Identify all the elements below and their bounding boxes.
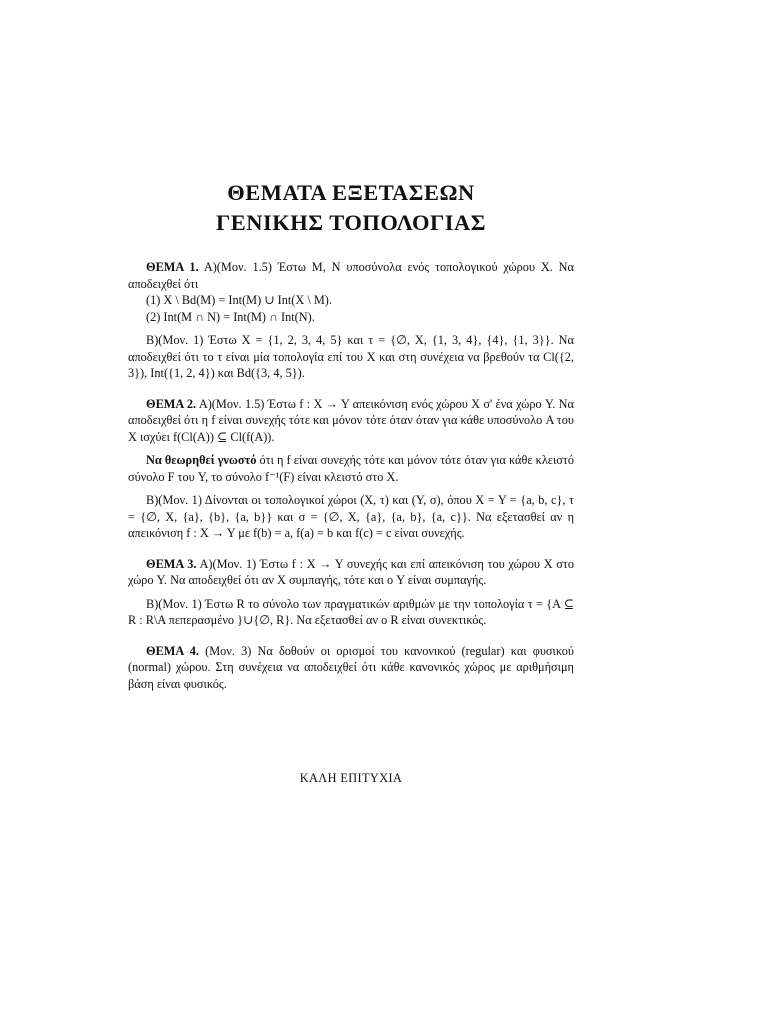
topic-1-part-b: Β)(Μον. 1) Έστω X = {1, 2, 3, 4, 5} και τ = {∅, X, {1, 3, 4}, {4}, {1, 3}}. Να αποδειχθεί ότι το τ είναι μία τοπολογία επί του X και στη συνέχεια να βρεθούν τα Cl({2, 3}), Int({1, 2, 4}) και Bd({3, 4, 5}). (128, 333, 574, 380)
exam-page (128, 178, 575, 785)
topic-1-part-a-text: Α)(Μον. 1.5) Έστω M, N υποσύνολα ενός τοπολογικού χώρου X. Να αποδειχθεί ότι (128, 260, 574, 291)
topic-3 (128, 556, 574, 629)
topic-4-label: ΘΕΜΑ 4. (146, 643, 199, 658)
topic-2-part-a (128, 396, 574, 446)
topic-1-item-1: (1) X \ Bd(M) = Int(M) ∪ Int(X \ M). (146, 293, 332, 307)
topic-2 (128, 396, 574, 542)
topic-3-part-a-text: Α)(Μον. 1) Έστω f : X → Y συνεχής και επί απεικόνιση του χώρου X στο χώρο Y. Να αποδειχθεί ότι αν X συμπαγής, τότε και ο Y είναι συμπαγής. (128, 556, 574, 587)
topic-2-known-label: Να θεωρηθεί γνωστό (146, 453, 257, 467)
topic-3-part-b: Β)(Μον. 1) Έστω R το σύνολο των πραγματικών αριθμών με την τοπολογία τ = {A ⊆ R : R\A πεπερασμένο }∪{∅, R}. Να εξετασθεί αν ο R είναι συνεκτικός. (128, 596, 574, 627)
topic-1-item-2: (2) Int(M ∩ N) = Int(M) ∩ Int(N). (146, 309, 315, 324)
topic-4-body: (Μον. 3) Να δοθούν οι ορισμοί του κανονικού (regular) και φυσικού (normal) χώρου. Στη συνέχεια να αποδειχθεί ότι κάθε κανονικός χώρος με αριθμήσιμη βάση είναι φυσικός. (128, 643, 575, 691)
page-title-line1: ΘΕΜΑΤΑ ΕΞΕΤΑΣΕΩΝ (227, 180, 475, 205)
closing-text: ΚΑΛΗ ΕΠΙΤΥΧΙΑ (299, 771, 403, 785)
topic-2-part-b: Β)(Μον. 1) Δίνονται οι τοπολογικοί χώροι (X, τ) και (Y, σ), όπου X = Y = {a, b, c}, τ = {∅, X, {a}, {b}, {a, b}} και σ = {∅, X, {a}, {a, b}, {a, c}}. Να εξετασθεί αν η απεικόνιση f : X → Y με f(b) = a, f(a) = b και f(c) = c είναι συνεχής. (128, 493, 574, 540)
topic-3-part-a (128, 556, 574, 589)
topic-4-text (128, 643, 574, 693)
topic-1 (128, 259, 574, 382)
topic-2-label: ΘΕΜΑ 2. (146, 396, 197, 411)
topic-2-known-note (128, 452, 574, 485)
topic-2-known-text: ότι η f είναι συνεχής τότε και μόνον τότε όταν για κάθε κλειστό σύνολο F του Y, το σύνολο f⁻¹(F) είναι κλειστό στο X. (128, 453, 574, 484)
topic-1-part-a (128, 259, 574, 292)
topic-1-label: ΘΕΜΑ 1. (146, 260, 199, 274)
topic-3-label: ΘΕΜΑ 3. (146, 556, 197, 571)
topic-4 (128, 643, 574, 693)
topic-2-part-a-text: Α)(Μον. 1.5) Έστω f : X → Y απεικόνιση ενός χώρου X σ' ένα χώρο Y. Να αποδειχθεί ότι η f είναι συνεχής τότε και μόνον τότε όταν όταν για κάθε υποσύνολο A του X ισχύει f(Cl(A)) ⊆ Cl(f(A)). (128, 396, 574, 444)
page-title-line2: ΓΕΝΙΚΗΣ ΤΟΠΟΛΟΓΙΑΣ (215, 210, 487, 235)
